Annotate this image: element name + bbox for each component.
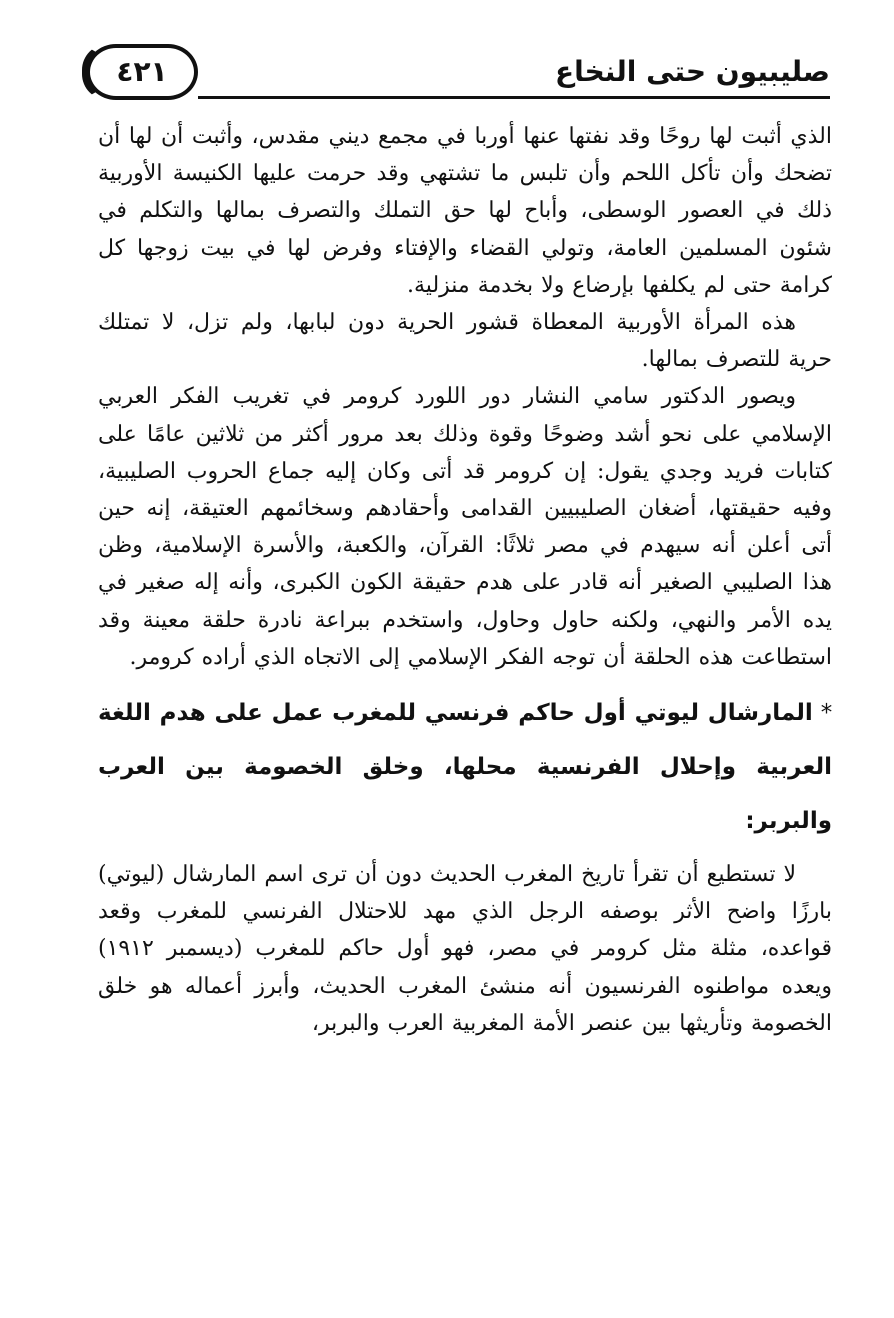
body-text — [98, 118, 832, 1042]
paragraph-2: هذه المرأة الأوربية المعطاة قشور الحرية دون لبابها، ولم تزل، لا تمتلك حرية للتصرف بمالها. — [98, 310, 832, 373]
running-title: صليبيون حتى النخاع — [554, 55, 830, 88]
header-rule — [198, 96, 830, 99]
page-header — [86, 34, 830, 112]
paragraph-1: الذي أثبت لها روحًا وقد نفتها عنها أوربا في مجمع ديني مقدس، وأثبت أن لها أن تضحك وأن تأكل اللحم وأن تلبس ما تشتهي وقد حرمت عليها الكنيسة الأوربية ذلك في العصور الوسطى، وأباح لها حق التملك والتصرف بمالها والتكلم في شئون المسلمين العامة، وتولي القضاء والإفتاء وفرض لها في بيت زوجها كل كرامة حتى لم يكلفها بإرضاع ولا بخدمة منزلية. — [98, 124, 832, 298]
page-number-badge — [86, 44, 198, 100]
heading-star-icon: * — [820, 700, 832, 727]
paragraph-3: ويصور الدكتور سامي النشار دور اللورد كرومر في تغريب الفكر العربي الإسلامي على نحو أشد وضوحًا وقوة وذلك بعد مرور أكثر من ثلاثين عامًا على كتابات فريد وجدي يقول: إن كرومر قد أتى وكان إليه جماع الحروب الصليبية، وفيه حقيقتها، أضغان الصليبيين القدامى وأحقادهم وسخائمهم العتيقة، إنه حين أتى أعلن أنه سيهدم في مصر ثلاثًا: القرآن، والكعبة، والأسرة الإسلامية، وظن هذا الصليبي الصغير أنه قادر على هدم حقيقة الكون الكبرى، وأنه إله صغير في يده الأمر والنهي، ولكنه حاول وحاول، واستخدم ببراعة نادرة حلقة معينة وقد استطاعت هذه الحلقة أن توجه الفكر الإسلامي إلى الاتجاه الذي أراده كرومر. — [98, 384, 832, 670]
section-heading — [98, 686, 832, 848]
page-number: ٤٢١ — [116, 55, 168, 88]
section-heading-text: المارشال ليوتي أول حاكم فرنسي للمغرب عمل على هدم اللغة العربية وإحلال الفرنسية محلها، وخلق الخصومة بين العرب والبربر: — [98, 700, 832, 835]
paragraph-4: لا تستطيع أن تقرأ تاريخ المغرب الحديث دون أن ترى اسم المارشال (ليوتي) بارزًا واضح الأثر بوصفه الرجل الذي مهد للاحتلال الفرنسي للمغرب وقعد قواعده، مثلة مثل كرومر في مصر، فهو أول حاكم للمغرب (ديسمبر ١٩١٢) ويعده مواطنوه الفرنسيون أنه منشئ المغرب الحديث، وأبرز أعماله هو خلق الخصومة وتأريثها بين عنصر الأمة المغربية العرب والبربر، — [98, 862, 832, 1036]
